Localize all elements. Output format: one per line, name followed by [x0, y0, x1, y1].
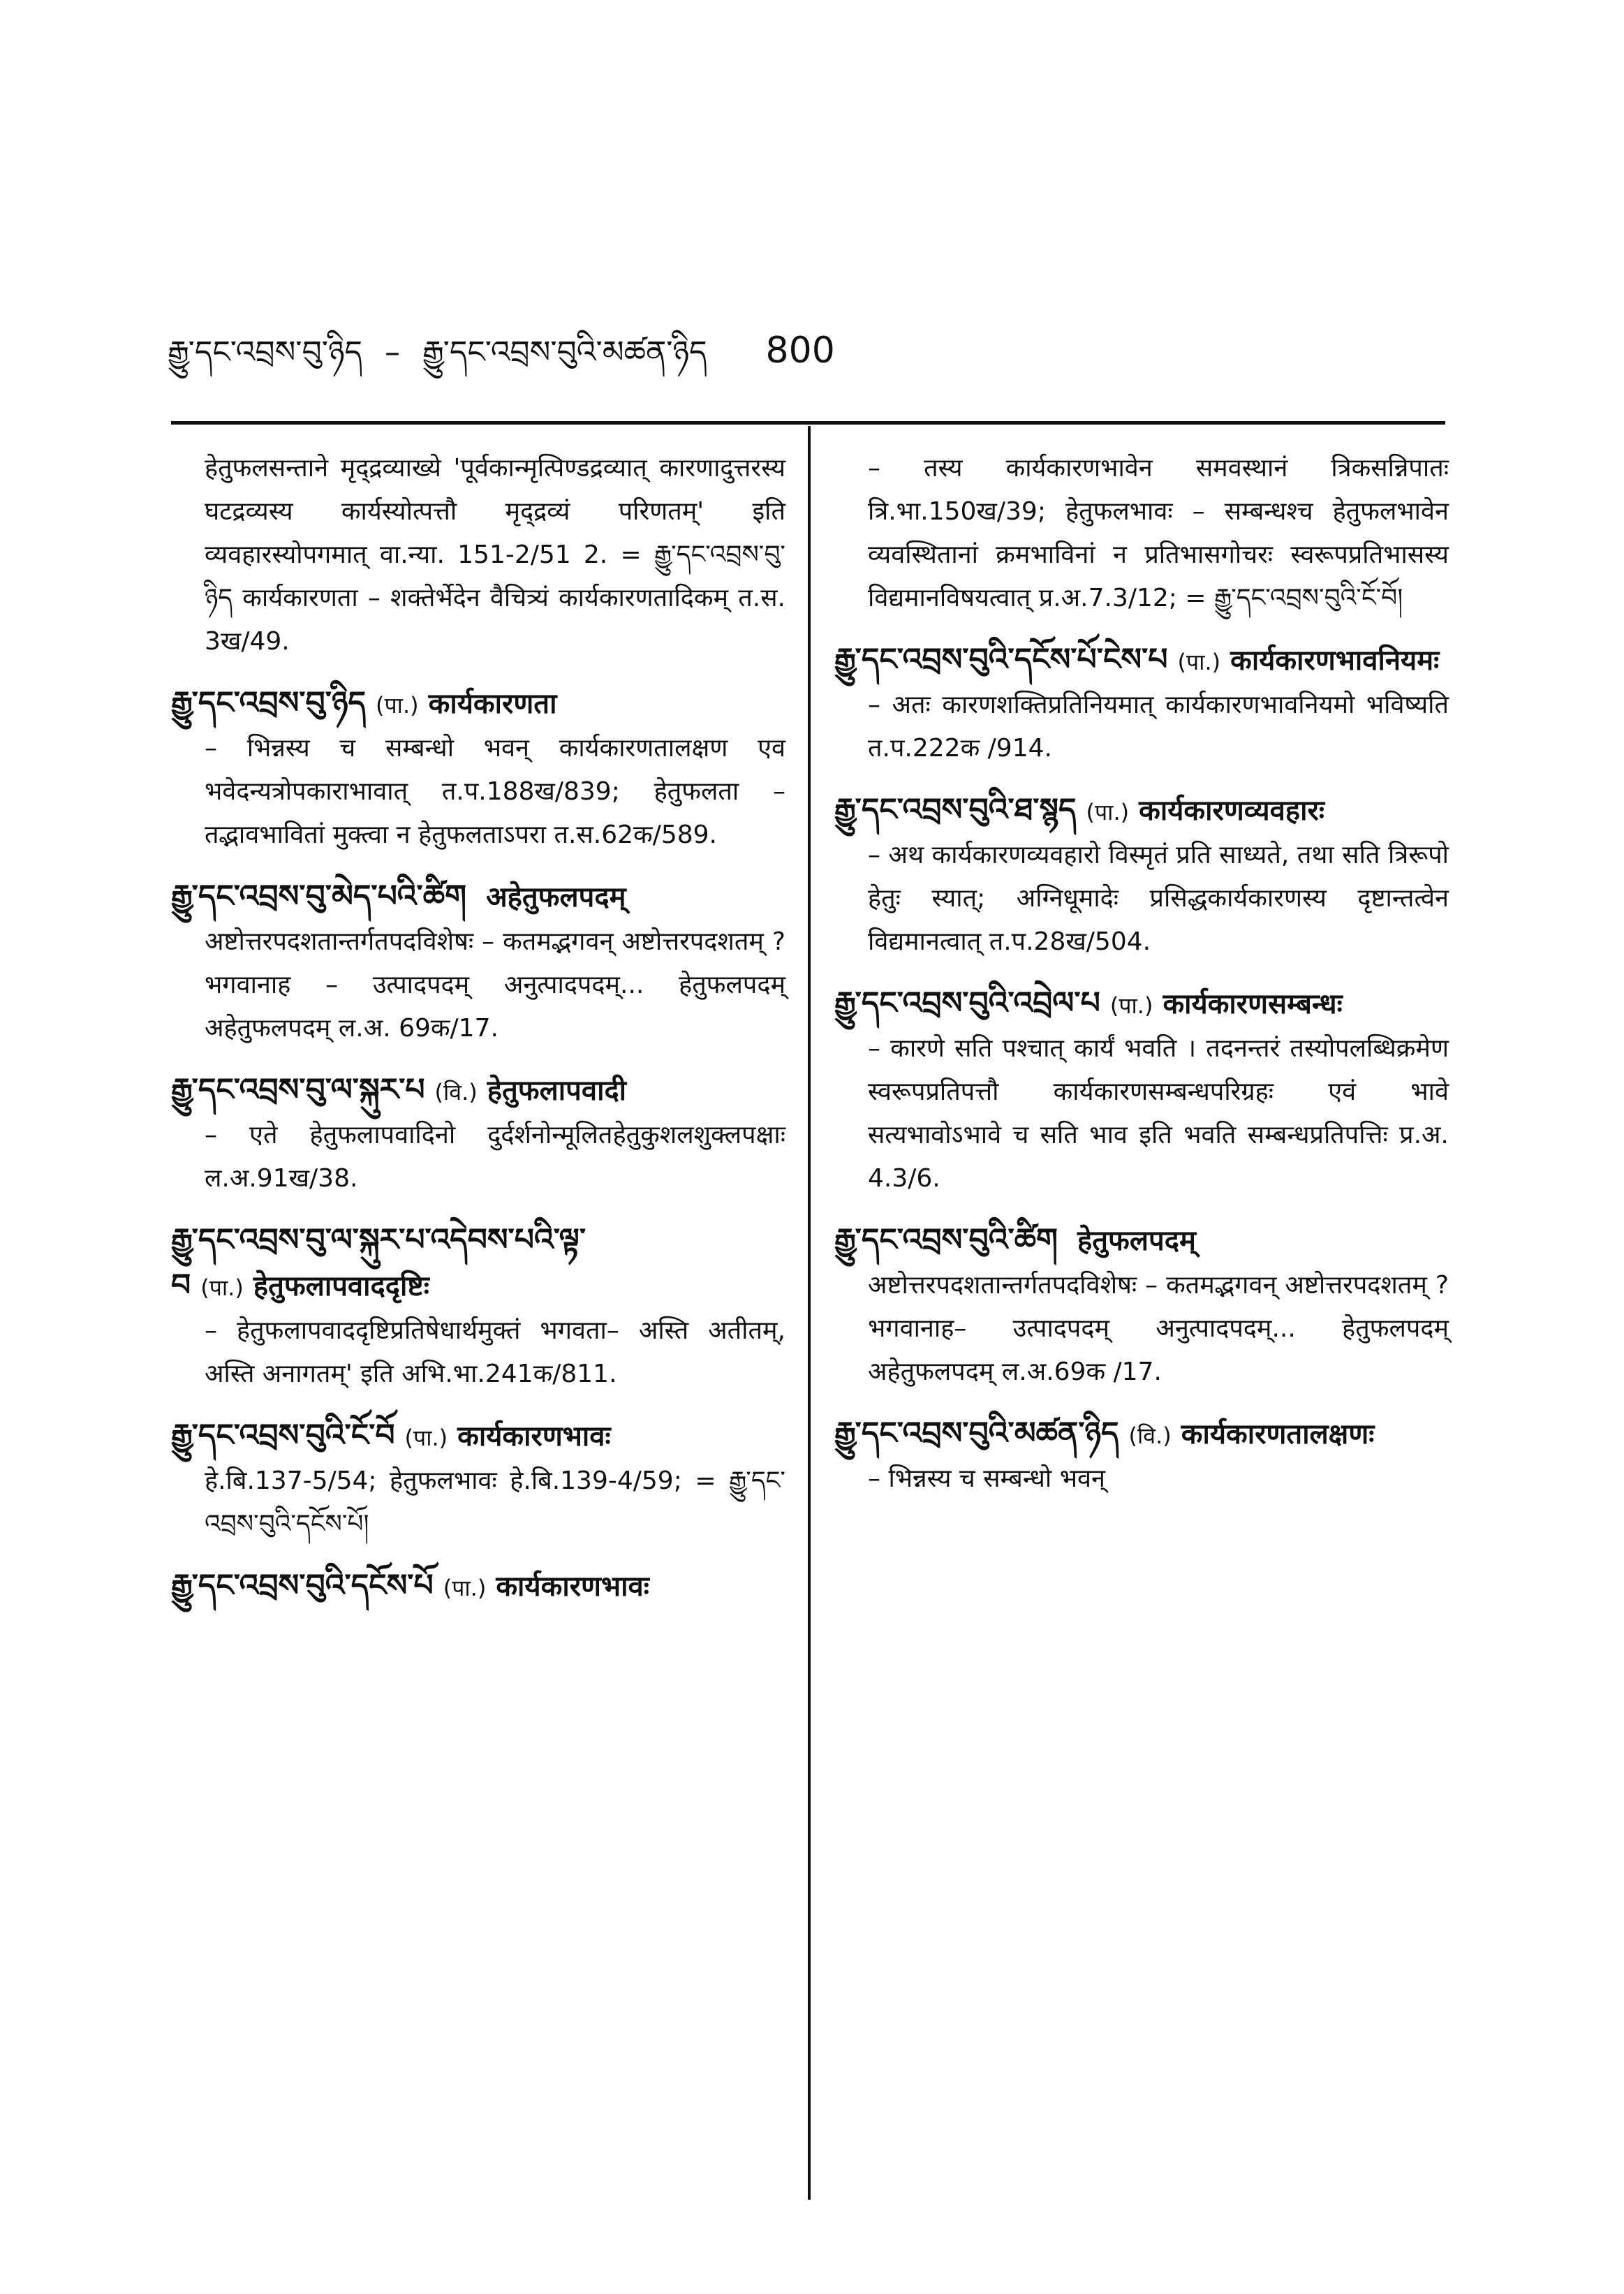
- entry-body: – भिन्नस्य च सम्बन्धो भवन्: [868, 1464, 1106, 1493]
- entry-headword: རྒྱུ་དང་འབྲས་བུའི་དངོས་པོ་ངེས་པ: [834, 642, 1168, 677]
- header-rule: [171, 421, 1445, 425]
- entry-body: हे.बि.137-5/54; हेतुफलभावः हे.बि.139-4/59; = རྒྱུ་དང་འབྲས་བུའི་དངོས་པོ།: [205, 1466, 785, 1538]
- entry-body: – भिन्नस्य च सम्बन्धो भवन् कार्यकारणतालक्षण एव भवेदन्यत्रोपकाराभावात् त.प.188ख/839; हेतुफलता – तद्भावभावितां मुक्त्वा न हेतुफलताऽपरा त.स.62क/589.: [205, 734, 785, 849]
- entry-headword: རྒྱུ་དང་འབྲས་བུ་མེད་པའི་ཚིག: [171, 878, 467, 914]
- header-separator: –: [385, 334, 401, 370]
- entry-gram: (पा.): [200, 1274, 244, 1301]
- dictionary-entry: [171, 875, 785, 1050]
- entry-gram: (पा.): [1109, 992, 1153, 1019]
- entry-sanskrit: हेतुफलपदम्: [1077, 1225, 1196, 1257]
- header-left-headword: རྒྱུ་དང་འབྲས་བུ་ཉིད: [168, 334, 363, 370]
- entry-gram: (पा.): [443, 1575, 487, 1601]
- entry-sanskrit: कार्यकारणतालक्षणः: [1181, 1418, 1375, 1450]
- entry-sanskrit: कार्यकारणभावः: [457, 1420, 611, 1453]
- entry-gram: (पा.): [404, 1425, 448, 1451]
- entry-headword: རྒྱུ་དང་འབྲས་བུའི་ཐ་སྙད: [834, 792, 1077, 828]
- dictionary-entry: [834, 1219, 1449, 1394]
- entry-body: – कारणे सति पश्चात् कार्यं भवति । तदनन्तरं तस्योपलब्धिक्रमेण स्वरूपप्रतिपत्तौ कार्यकारणसम्बन्धपरिग्रहः एवं भावे सत्यभावोऽभावे च सति भाव इति भवति सम्बन्धप्रतिपत्तिः प्र.अ. 4.3/6.: [868, 1034, 1449, 1193]
- left-continuation: हेतुफलसन्ताने मृद्द्रव्याख्ये 'पूर्वकान्मृत्पिण्डद्रव्यात् कारणादुत्तरस्य घटद्रव्यस्य कार्यस्योत्पत्तौ मृद्द्रव्यं परिणतम्' इति व्यवहारस्योपगमात् वा.न्या. 151-2/51 2. = རྒྱུ་དང་འབྲས་བུ་ཉིད कार्यकारणता – शक्तेर्भेदेन वैचित्र्यं कार्यकारणतादिकम् त.स. 3ख/49.: [205, 454, 785, 656]
- entry-gram: (वि.): [434, 1079, 478, 1105]
- entry-body: अष्टोत्तरपदशतान्तर्गतपदविशेषः – कतमद्भगवन् अष्टोत्तरपदशतम् ? भगवानाह – उत्पादपदम् अनुत्पादपदम्... हेतुफलपदम् अहेतुफलपदम् ल.अ. 69क/17.: [205, 927, 785, 1043]
- right-continuation: – तस्य कार्यकारणभावेन समवस्थानं त्रिकसन्निपातः त्रि.भा.150ख/39; हेतुफलभावः – सम्बन्धश्च हेतुफलभावेन व्यवस्थितानां क्रमभाविनां न प्रतिभासगोचरः स्वरूपप्रतिभासस्य विद्यमानविषयत्वात् प्र.अ.7.3/12; = རྒྱུ་དང་འབྲས་བུའི་ངོ་བོ།: [868, 454, 1449, 612]
- entry-sanskrit: कार्यकारणता: [428, 688, 557, 720]
- entry-body: – एते हेतुफलापवादिनो दुर्दर्शनोन्मूलितहेतुकुशलशुक्लपक्षाः ल.अ.91ख/38.: [205, 1121, 785, 1193]
- entry-body: – अतः कारणशक्तिप्रतिनियमात् कार्यकारणभावनियमो भविष्यति त.प.222क /914.: [868, 691, 1449, 763]
- entry-sanskrit: कार्यकारणसम्बन्धः: [1162, 988, 1343, 1020]
- dictionary-entry: [834, 638, 1449, 770]
- right-column: [834, 447, 1449, 1519]
- entry-sanskrit: अहेतुफलपदम्: [486, 881, 626, 913]
- entry-sanskrit: कार्यकारणभावनियमः: [1230, 645, 1440, 677]
- entry-headword: རྒྱུ་དང་འབྲས་བུའི་ངོ་བོ: [171, 1418, 395, 1453]
- entry-headword: རྒྱུ་དང་འབྲས་བུ་ཉིད: [171, 685, 367, 721]
- running-header: [168, 318, 835, 404]
- dictionary-entry: [171, 1068, 785, 1200]
- entry-sanskrit: हेतुफलापवाददृष्टिः: [253, 1270, 429, 1302]
- entry-headword: རྒྱུ་དང་འབྲས་བུའི་མཚན་ཉིད: [834, 1416, 1119, 1451]
- entry-headword: རྒྱུ་དང་འབྲས་བུ་ལ་སྐུར་པ: [171, 1072, 425, 1108]
- entry-gram: (पा.): [376, 692, 419, 719]
- entry-sanskrit: हेतुफलापवादी: [487, 1075, 627, 1107]
- entry-sanskrit: कार्यकारणव्यवहारः: [1139, 795, 1324, 827]
- entry-body: – हेतुफलापवाददृष्टिप्रतिषेधार्थमुक्तं भगवता– अस्ति अतीतम्, अस्ति अनागतम्' इति अभि.भा.241क/811.: [205, 1316, 785, 1388]
- page-number: 800: [765, 330, 835, 372]
- entry-headword: རྒྱུ་དང་འབྲས་བུའི་འབྲེལ་པ: [834, 985, 1100, 1021]
- entry-headword: རྒྱུ་དང་འབྲས་བུའི་དངོས་པོ: [171, 1568, 434, 1603]
- entry-gram: (पा.): [1086, 799, 1130, 825]
- column-divider: [808, 426, 811, 2200]
- dictionary-entry: [171, 1414, 785, 1546]
- entry-body: – अथ कार्यकारणव्यवहारो विस्मृतं प्रति साध्यते, तथा सति त्रिरूपो हेतुः स्यात्; अग्निधूमादेः प्रसिद्धकार्यकारणस्य दृष्टान्तत्वेन विद्यमानत्वात् त.प.28ख/504.: [868, 841, 1449, 956]
- header-right-headword: རྒྱུ་དང་འབྲས་བུའི་མཚན་ཉིད: [422, 334, 707, 370]
- entry-sanskrit: कार्यकारणभावः: [496, 1571, 649, 1603]
- left-column: [171, 447, 785, 1628]
- dictionary-entry: [171, 1219, 785, 1396]
- dictionary-entry: [834, 1412, 1449, 1501]
- entry-headword: རྒྱུ་དང་འབྲས་བུའི་ཚིག: [834, 1222, 1058, 1258]
- dictionary-entry: [171, 1564, 785, 1610]
- dictionary-entry: [834, 982, 1449, 1200]
- dictionary-entry: [834, 788, 1449, 964]
- entry-gram: (पा.): [1177, 649, 1221, 675]
- entry-headword: རྒྱུ་དང་འབྲས་བུ་ལ་སྐུར་པ་འདེབས་པའི་ལྟ་བ: [171, 1222, 586, 1303]
- entry-gram: (वि.): [1128, 1422, 1172, 1449]
- dictionary-entry: [171, 682, 785, 857]
- entry-body: अष्टोत्तरपदशतान्तर्गतपदविशेषः – कतमद्भगवन् अष्टोत्तरपदशतम् ? भगवानाह– उत्पादपदम् अनुत्पादपदम्... हेतुफलपदम् अहेतुफलपदम् ल.अ.69क /17.: [868, 1271, 1449, 1386]
